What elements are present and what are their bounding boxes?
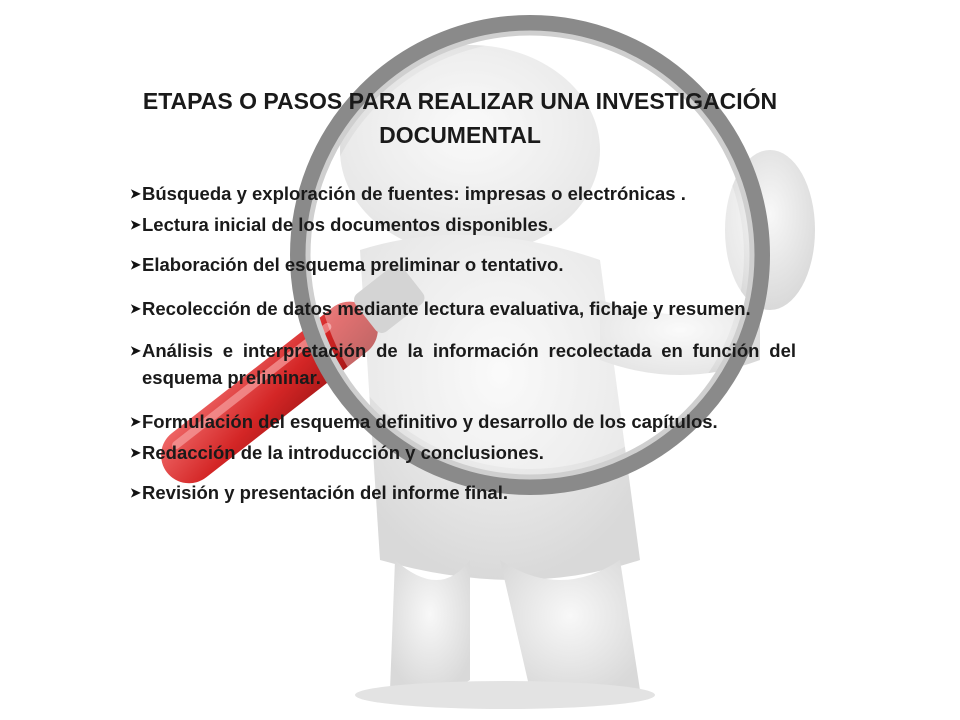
arrow-bullet-icon: ➤ — [130, 485, 141, 500]
arrow-bullet-icon: ➤ — [130, 217, 141, 232]
figure-left-leg — [390, 560, 470, 696]
list-item — [130, 479, 796, 506]
arrow-bullet-icon: ➤ — [130, 301, 141, 316]
list-item — [130, 439, 796, 466]
list-item — [130, 408, 796, 435]
list-item — [130, 295, 796, 322]
list-item — [130, 251, 796, 278]
title-line-2: DOCUMENTAL — [379, 122, 541, 148]
steps-list — [130, 180, 796, 506]
list-item-text: Lectura inicial de los documentos disponibles. — [142, 214, 554, 235]
arrow-bullet-icon: ➤ — [130, 445, 141, 460]
title-line-1: ETAPAS O PASOS PARA REALIZAR UNA INVESTIGACIÓN — [142, 88, 778, 114]
list-item — [130, 180, 796, 207]
list-item-text: Análisis e interpretación de la información recolectada en función del esquema preliminar. — [142, 340, 796, 388]
arrow-bullet-icon: ➤ — [130, 186, 141, 201]
list-item — [130, 211, 796, 238]
arrow-bullet-icon: ➤ — [130, 257, 141, 272]
list-item-text: Recolección de datos mediante lectura evaluativa, fichaje y resumen. — [142, 298, 751, 319]
list-item — [130, 337, 796, 391]
list-item-text: Elaboración del esquema preliminar o tentativo. — [142, 254, 564, 275]
arrow-bullet-icon: ➤ — [130, 343, 141, 358]
slide-title — [60, 84, 860, 152]
list-item-text: Formulación del esquema definitivo y desarrollo de los capítulos. — [142, 411, 718, 432]
figure-shadow — [355, 681, 655, 709]
figure-right-leg — [500, 560, 640, 700]
list-item-text: Revisión y presentación del informe final. — [142, 482, 508, 503]
arrow-bullet-icon: ➤ — [130, 414, 141, 429]
list-item-text: Búsqueda y exploración de fuentes: impresas o electrónicas . — [142, 183, 686, 204]
list-item-text: Redacción de la introducción y conclusiones. — [142, 442, 544, 463]
